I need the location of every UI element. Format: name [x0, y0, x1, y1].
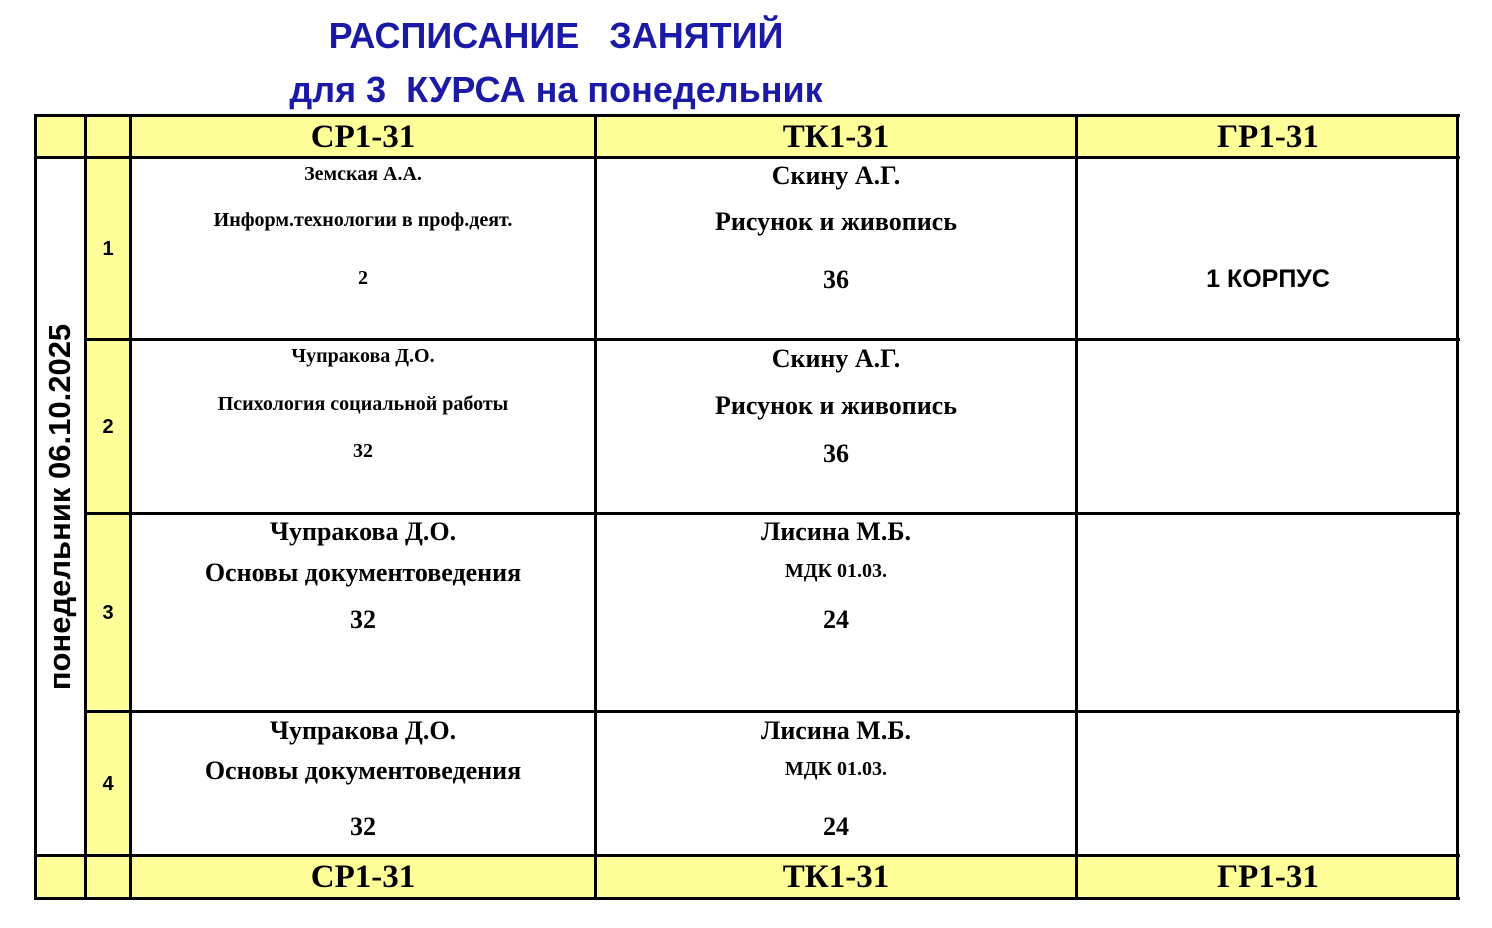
subject: Основы документоведения [204, 756, 522, 785]
room: 2 [358, 267, 368, 289]
title-line-1: РАСПИСАНИЕ ЗАНЯТИЙ [328, 15, 784, 56]
subject: МДК 01.03. [784, 758, 888, 780]
footer-corner-cell-2 [86, 856, 130, 898]
grid-line [34, 897, 1460, 900]
teacher: Земская А.А. [304, 163, 422, 185]
lesson-cell-empty [1078, 340, 1458, 514]
grid-line [34, 156, 1460, 159]
lesson-cell [596, 712, 1076, 856]
header-group-tk: ТК1-31 [596, 116, 1076, 158]
lesson-cell [132, 514, 594, 712]
footer-group-sr: СР1-31 [132, 856, 594, 898]
day-label: понедельник 06.10.2025 [42, 323, 78, 691]
header-group-gr: ГР1-31 [1078, 116, 1458, 158]
grid-line [34, 114, 37, 900]
teacher: Скину А.Г. [771, 344, 901, 373]
lesson-cell [132, 158, 594, 340]
room: 24 [823, 605, 849, 634]
room: 24 [823, 812, 849, 841]
grid-line [84, 114, 87, 900]
room: 36 [823, 265, 849, 294]
lesson-cell [132, 340, 594, 514]
lesson-cell [596, 514, 1076, 712]
lesson-number: 1 [102, 237, 114, 260]
lesson-number: 4 [102, 772, 114, 795]
grid-line [1075, 114, 1078, 900]
grid-line [84, 338, 1460, 341]
room: 32 [350, 812, 376, 841]
footer-corner-cell [36, 856, 84, 898]
lesson-cell [596, 158, 1076, 340]
day-label-cell [36, 158, 84, 856]
subject: Психология социальной работы [217, 393, 509, 415]
subject: МДК 01.03. [784, 560, 888, 582]
corner-cell [36, 116, 84, 158]
lesson-cell [1078, 158, 1458, 340]
building-note: 1 КОРПУС [1206, 265, 1330, 293]
title-line-2: для 3 КУРСА на понедельник [289, 69, 823, 110]
room: 36 [823, 439, 849, 468]
lesson-number: 3 [102, 601, 114, 624]
lesson-number: 2 [102, 415, 114, 438]
lesson-cell-empty [1078, 712, 1458, 856]
teacher: Скину А.Г. [771, 161, 901, 190]
teacher: Чупракова Д.О. [269, 716, 457, 745]
footer-group-tk: ТК1-31 [596, 856, 1076, 898]
teacher: Чупракова Д.О. [291, 345, 435, 367]
subject: Информ.технологии в проф.деят. [213, 209, 513, 231]
grid-line [1456, 114, 1459, 900]
grid-line [84, 512, 1460, 515]
corner-cell-2 [86, 116, 130, 158]
subject: Основы документоведения [204, 558, 522, 587]
grid-line [34, 114, 1460, 117]
grid-line [34, 854, 1460, 857]
header-group-sr: СР1-31 [132, 116, 594, 158]
lesson-cell [596, 340, 1076, 514]
footer-group-gr: ГР1-31 [1078, 856, 1458, 898]
teacher: Лисина М.Б. [760, 517, 912, 546]
lesson-cell [132, 712, 594, 856]
subject: Рисунок и живопись [715, 207, 957, 236]
grid-line [84, 710, 1460, 713]
lesson-cell-empty [1078, 514, 1458, 712]
grid-line [594, 114, 597, 900]
subject: Рисунок и живопись [715, 391, 957, 420]
teacher: Чупракова Д.О. [269, 517, 457, 546]
grid-line [129, 114, 132, 900]
teacher: Лисина М.Б. [760, 716, 912, 745]
room: 32 [350, 605, 376, 634]
room: 32 [353, 440, 373, 462]
